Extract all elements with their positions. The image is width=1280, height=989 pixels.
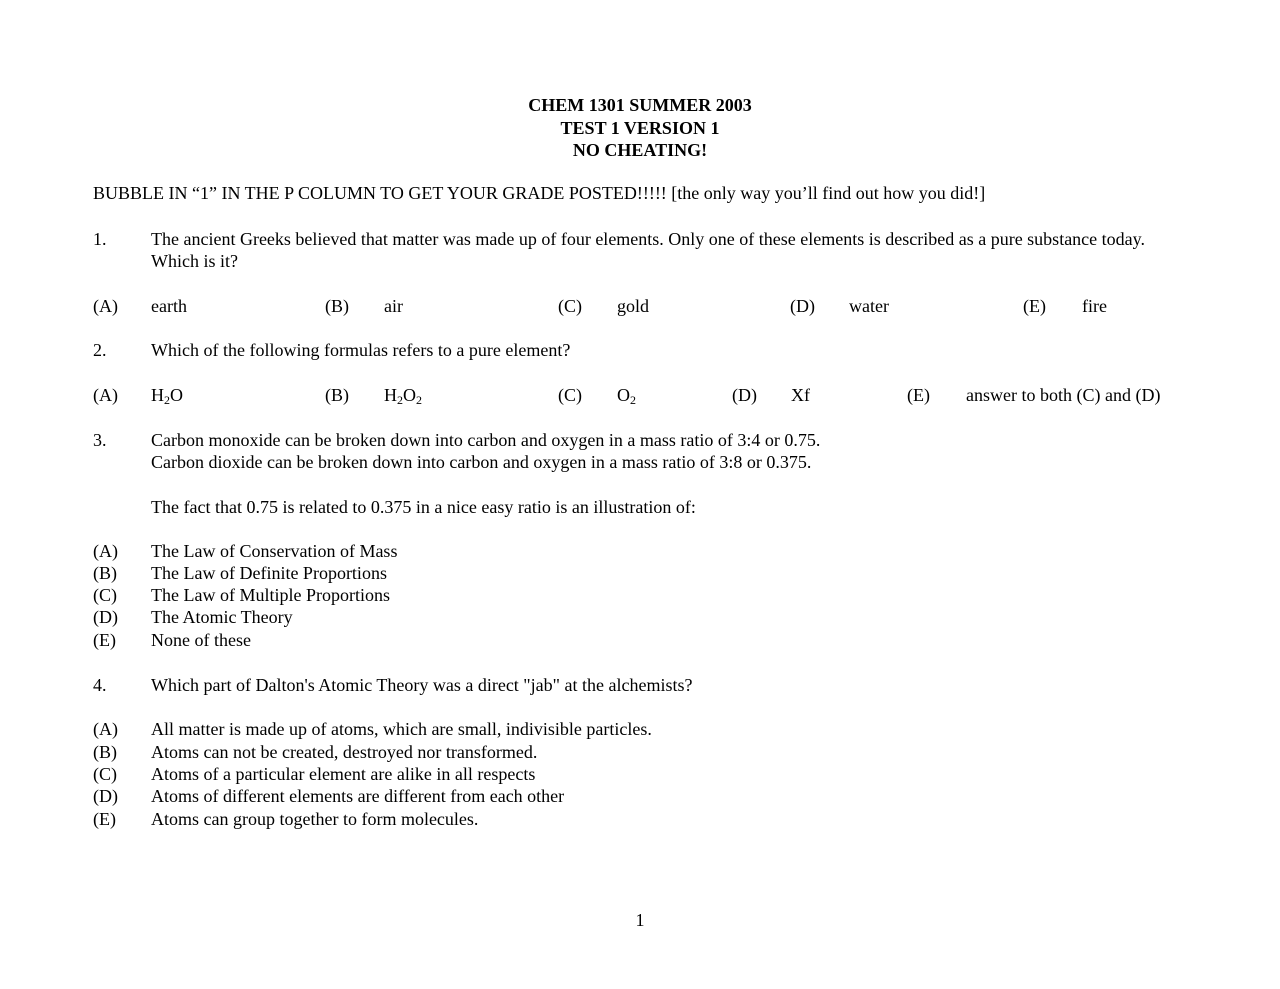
question-number: 4.: [93, 675, 107, 695]
option-letter-e: (E): [907, 385, 930, 405]
option-c[interactable]: Atoms of a particular element are alike in all respects: [151, 764, 536, 784]
question-text: Which of the following formulas refers to a pure element?: [151, 340, 571, 360]
option-a-formula-water[interactable]: $H_2O$: [151, 385, 183, 407]
option-b[interactable]: Atoms can not be created, destroyed nor transformed.: [151, 742, 538, 762]
option-letter-e: (E): [93, 630, 116, 650]
option-letter-b: (B): [325, 296, 349, 316]
option-a[interactable]: earth: [151, 296, 187, 316]
option-b[interactable]: air: [384, 296, 403, 316]
option-c[interactable]: gold: [617, 296, 650, 316]
option-letter-b: (B): [93, 563, 117, 583]
option-letter-d: (D): [732, 385, 757, 405]
option-d[interactable]: The Atomic Theory: [151, 607, 293, 627]
option-letter-e: (E): [1023, 296, 1046, 316]
option-e[interactable]: Atoms can group together to form molecules.: [151, 809, 479, 829]
option-letter-a: (A): [93, 541, 118, 561]
question-number: 3.: [93, 430, 107, 450]
course-title: CHEM 1301 SUMMER 2003: [528, 95, 752, 115]
option-letter-d: (D): [93, 786, 118, 806]
option-d[interactable]: Atoms of different elements are different from each other: [151, 786, 565, 806]
question-text-line2: Carbon dioxide can be broken down into carbon and oxygen in a mass ratio of 3:8 or 0.375.: [151, 452, 812, 472]
option-d[interactable]: Xf: [791, 385, 810, 405]
option-a[interactable]: All matter is made up of atoms, which are small, indivisible particles.: [151, 719, 652, 739]
option-letter-b: (B): [325, 385, 349, 405]
question-text: The ancient Greeks believed that matter was made up of four elements. Only one of these elements is described as a pure substance today. Which is it?: [151, 229, 1145, 271]
option-letter-d: (D): [93, 607, 118, 627]
option-letter-c: (C): [558, 296, 582, 316]
test-version: TEST 1 VERSION 1: [560, 117, 720, 138]
option-b[interactable]: The Law of Definite Proportions: [151, 563, 387, 583]
option-letter-b: (B): [93, 742, 117, 762]
option-letter-c: (C): [558, 385, 582, 405]
question-number: 1.: [93, 229, 107, 249]
option-letter-a: (A): [93, 296, 118, 316]
option-letter-c: (C): [93, 764, 117, 784]
question-text: Which part of Dalton's Atomic Theory was a direct "jab" at the alchemists?: [151, 675, 693, 695]
page-number: 1: [635, 910, 645, 930]
option-a[interactable]: The Law of Conservation of Mass: [151, 541, 398, 561]
option-letter-c: (C): [93, 585, 117, 605]
option-letter-d: (D): [790, 296, 815, 316]
question-prompt: The fact that 0.75 is related to 0.375 in a nice easy ratio is an illustration of:: [151, 497, 696, 517]
option-letter-e: (E): [93, 809, 116, 829]
option-c-formula-oxygen[interactable]: $O_2$: [617, 385, 636, 407]
option-e[interactable]: answer to both (C) and (D): [966, 385, 1161, 405]
option-e[interactable]: fire: [1082, 296, 1107, 316]
option-c[interactable]: The Law of Multiple Proportions: [151, 585, 390, 605]
question-text-line1: Carbon monoxide can be broken down into carbon and oxygen in a mass ratio of 3:4 or 0.75.: [151, 430, 821, 450]
option-b-formula-peroxide[interactable]: $H_2O_2$: [384, 385, 422, 407]
exam-header: [0, 94, 1280, 162]
option-e[interactable]: None of these: [151, 630, 251, 650]
no-cheating-notice: NO CHEATING!: [572, 140, 708, 160]
bubble-instruction: BUBBLE IN “1” IN THE P COLUMN TO GET YOUR GRADE POSTED!!!!! [the only way you’ll find out how you did!]: [93, 183, 986, 203]
option-letter-a: (A): [93, 719, 118, 739]
option-letter-a: (A): [93, 385, 118, 405]
question-number: 2.: [93, 340, 107, 360]
option-d[interactable]: water: [849, 296, 889, 316]
